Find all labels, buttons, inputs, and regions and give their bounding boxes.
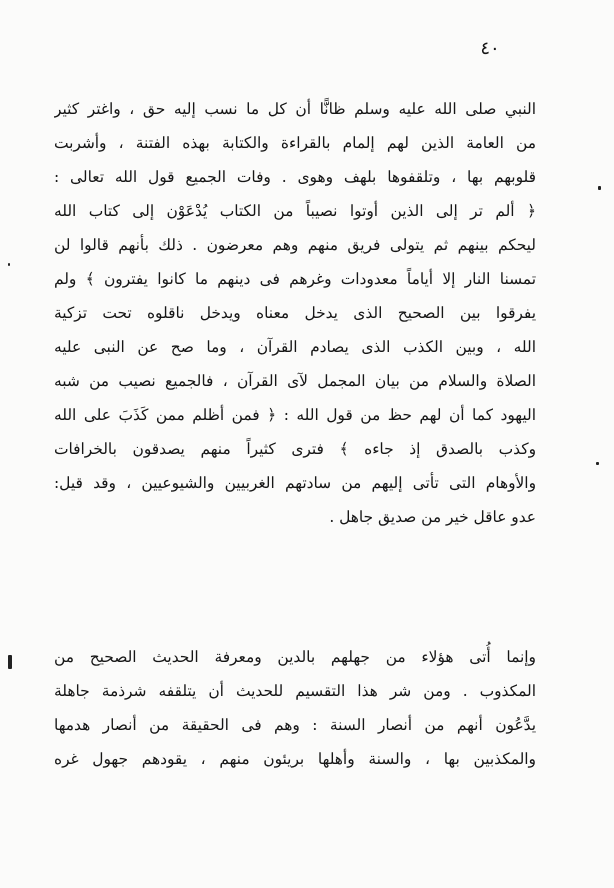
scan-speck	[598, 186, 601, 190]
paragraph-1	[54, 92, 536, 534]
text-line: يفرقوا بين الصحيح الذى يدخل معناه ويدخل ناقلوه تحت تزكية	[54, 304, 536, 322]
text-line: الله ، وبين الكذب الذى يصادم القرآن ، وما صح عن النبى عليه	[54, 338, 536, 356]
text-line: وإنما أُتى هؤلاء من جهلهم بالدين ومعرفة الحديث الصحيح من	[54, 648, 536, 666]
text-line: عدو عاقل خير من صديق جاهل .	[329, 508, 536, 526]
scan-speck	[8, 263, 10, 266]
text-line: من العامة الذين لهم إلمام بالقراءة والكتابة بهذه الفتنة ، وأشربت	[54, 134, 536, 152]
scan-speck	[596, 462, 599, 465]
text-line: ﴿ ألم تر إلى الذين أوتوا نصيباً من الكتاب يُدْعَوْن إلى كتاب الله	[54, 202, 536, 220]
text-line: والمكذبين بها ، والسنة وأهلها بريئون منهم ، يقودهم جهول غره	[54, 750, 536, 768]
text-line: ليحكم بينهم ثم يتولى فريق منهم وهم معرضون . ذلك بأنهم قالوا لن	[54, 236, 536, 254]
text-line: المكذوب . ومن شر هذا التقسيم للحديث أن يتلقفه شرذمة جاهلة	[54, 682, 536, 700]
paragraph-2	[54, 640, 536, 776]
text-line: اليهود كما أن لهم حظ من قول الله : ﴿ فمن أظلم ممن كَذَبَ على الله	[54, 406, 536, 424]
text-line: تمسنا النار إلا أياماً معدودات وغرهم فى دينهم ما كانوا يفترون ﴾ ولم	[54, 270, 536, 288]
scan-speck	[8, 655, 12, 669]
text-line: وكذب بالصدق إذ جاءه ﴾ فترى كثيراً منهم يصدقون بالخرافات	[54, 440, 536, 458]
text-line: يدَّعُون أنهم من أنصار السنة : وهم فى الحقيقة من أنصار هدمها	[54, 716, 536, 734]
text-line: الصلاة والسلام من بيان المجمل لآى القرآن ، فالجميع نصيب من شبه	[54, 372, 536, 390]
text-line: والأوهام التى تأتى إليهم من سادتهم الغربيين والشيوعيين ، وقد قيل:	[54, 474, 536, 492]
page-number: ٤٠	[480, 38, 500, 59]
text-line: النبي صلى الله عليه وسلم ظانًّا أن كل ما نسب إليه حق ، واغتر كثير	[54, 100, 536, 118]
text-line: قلوبهم بها ، وتلقفوها بلهف وهوى . وفات الجميع قول الله تعالى :	[54, 168, 536, 186]
